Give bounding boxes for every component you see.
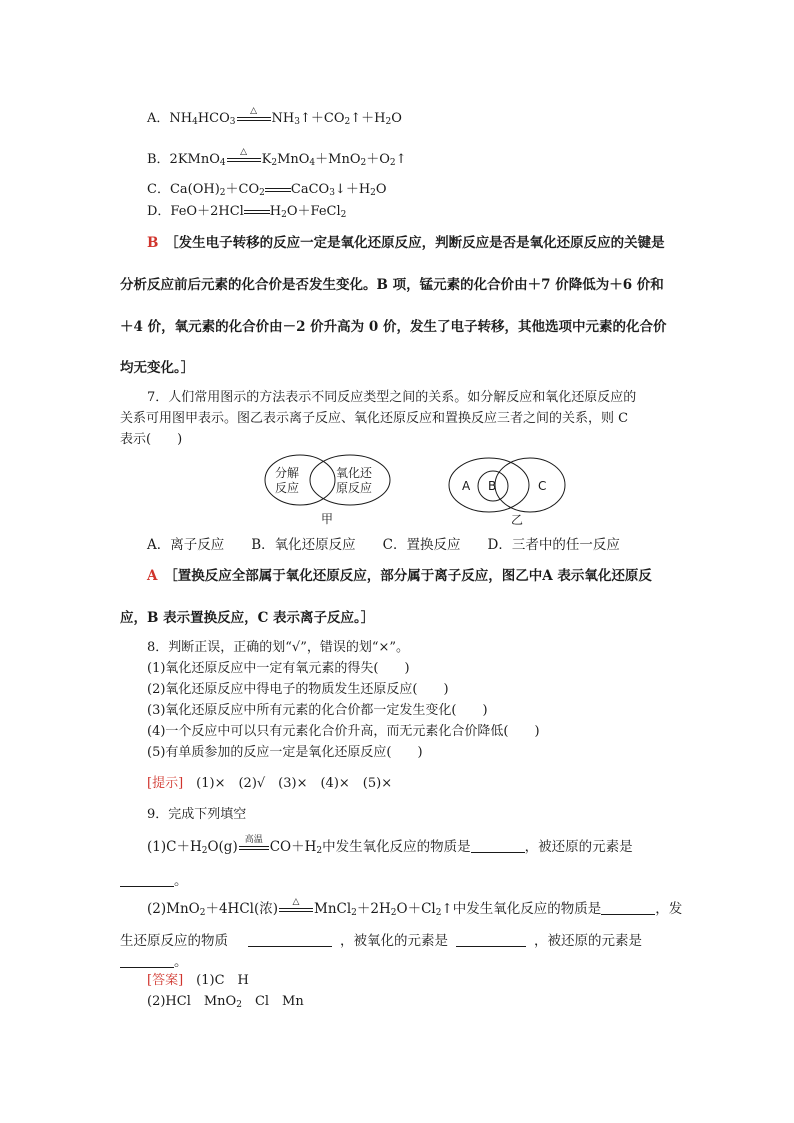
option-b: B．2KMnO$_4$ △ $K_2MnO_4+MnO_2+O_2↑$ (147, 146, 407, 168)
option-c: C．$Ca(OH)_2+CO_2$ $CaCO_3↓+H_2O$ (147, 182, 387, 198)
q8-item-4: (4)一个反应中可以只有元素化合价升高，而无元素化合价降低( ) (147, 724, 540, 739)
q7-options: A．离子反应 B．氧化还原反应 C．置换反应 D．三者中的任一反应 (147, 537, 620, 553)
q7-line1: 7．人们常用图示的方法表示不同反应类型之间的关系。如分解反应和氧化还原反应的 (147, 390, 637, 405)
jia-left-label: 分解 反应 (274, 466, 299, 495)
q9-part1-line2: 。 (120, 872, 188, 890)
q9-part2-line2: 生还原反应的物质 ，被氧化的元素是 ，被还原的元素是 (120, 933, 642, 949)
q7-line2: 关系可用图甲表示。图乙表示离子反应、氧化还原反应和置换反应三者之间的关系，则 C (120, 411, 629, 426)
q7-explanation-line1: A ［置换反应全部属于氧化还原反应，部分属于离子反应，图乙中A 表示氧化还原反 (147, 568, 652, 584)
q9-answer-2: (2)HCl MnO$_2$ Cl Mn (147, 994, 304, 1010)
q9-part2-line3: 。 (120, 953, 188, 971)
heat-condition: △ (227, 154, 261, 166)
jia-caption: 甲 (321, 512, 334, 526)
q8-item-5: (5)有单质参加的反应一定是氧化还原反应( ) (147, 745, 423, 760)
option-a: A．$NH_4HCO_3$ △ $NH_3↑+CO_2↑+H_2O$ (147, 105, 402, 127)
q8-item-3: (3)氧化还原反应中所有元素的化合价都一定发生变化( ) (147, 703, 488, 718)
q7-explanation-line2: 应，B 表示置换反应，C 表示离子反应。］ (120, 610, 375, 626)
answer-blank[interactable] (120, 872, 174, 887)
yi-caption: 乙 (511, 513, 524, 527)
answer-blank[interactable] (120, 953, 174, 968)
q6-explanation-line1: B ［发生电子转移的反应一定是氧化还原反应，判断反应是否是氧化还原反应的关键是 (147, 235, 665, 251)
q6-explanation-line2: 分析反应前后元素的化合价是否发生变化。B 项，锰元素的化合价由＋7 价降低为＋6 价和 (120, 277, 664, 293)
q9-title: 9．完成下列填空 (147, 807, 247, 822)
high-temp-condition: 高温 (239, 842, 269, 854)
yi-label-c: C (538, 479, 547, 493)
answer-blank[interactable] (456, 932, 526, 947)
q8-title: 8．判断正误，正确的划“√”，错误的划“×”。 (147, 640, 410, 655)
heat-condition: △ (279, 904, 313, 916)
heat-condition: △ (237, 113, 271, 125)
option-d: D．FeO＋2HCl $H_2O+FeCl_2$ (147, 204, 347, 220)
yi-label-a: A (462, 479, 471, 493)
q8-item-1: (1)氧化还原反应中一定有氧元素的得失( ) (147, 661, 410, 676)
q9-part2: (2)MnO$_2$＋4HCl(浓) △ $MnCl_2+2H_2O+Cl_2↑$中发生氧化反应的物质是 ，发 (147, 896, 683, 918)
q6-explanation-line3: ＋4 价，氧元素的化合价由－2 价升高为 0 价，发生了电子转移，其他选项中元素的化合价 (120, 319, 667, 335)
jia-right-label: 氧化还 原反应 (335, 466, 372, 495)
q8-hint: [提示] (1)× (2)√ (3)× (4)× (5)× (147, 776, 393, 791)
q9-answer-1: [答案] (1)C H (147, 973, 249, 988)
yi-label-b: B (488, 479, 497, 493)
answer-blank[interactable] (248, 932, 332, 947)
q8-item-2: (2)氧化还原反应中得电子的物质发生还原反应( ) (147, 682, 449, 697)
q7-line3: 表示( ) (120, 432, 183, 447)
answer-blank[interactable] (471, 838, 525, 853)
q6-explanation-line4: 均无变化。］ (120, 360, 195, 376)
answer-blank[interactable] (601, 900, 655, 915)
q9-part1: $(1)C+H_2O(g)$ 高温 $CO+H_2$中发生氧化反应的物质是 ，被还原的元素是 (147, 834, 633, 856)
